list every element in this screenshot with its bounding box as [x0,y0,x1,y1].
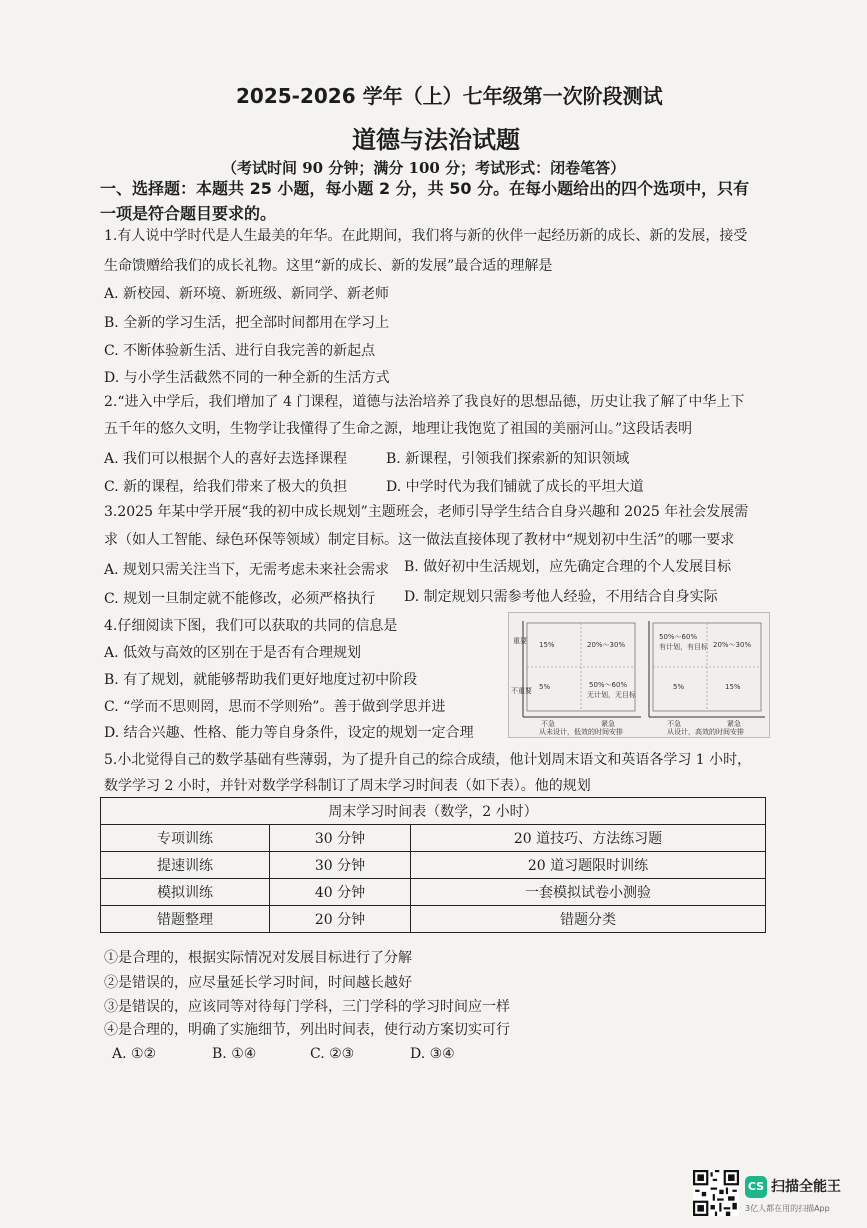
q1-option-d: D. 与小学生活截然不同的一种全新的生活方式 [104,370,390,386]
section1-instruction-line2: 一项是符合题目要求的。 [100,204,277,223]
table-cell-content: 错题分类 [411,906,766,933]
qr-code-icon [693,1170,739,1216]
right-x-left: 不急 [667,720,681,728]
q4-option-d: D. 结合兴趣、性格、能力等自身条件，设定的规划一定合理 [104,725,474,741]
right-q-tl: 50%～60% [659,633,698,641]
q5-option-b: B. ①④ [212,1046,257,1062]
q3-option-c: C. 规划一旦制定就不能修改，必须严格执行 [104,591,376,607]
q1-stem-line1: 1.有人说中学时代是人生最美的年华。在此期间，我们将与新的伙伴一起经历新的成长、新的发展，接受 [104,228,748,244]
table-row [101,906,766,933]
scanner-watermark [693,1170,853,1220]
table-cell-content: 一套模拟试卷小测验 [411,879,766,906]
left-q-bl: 5% [539,683,551,691]
q2-stem-line2: 五千年的悠久文明，生物学让我懂得了生命之源，地理让我饱览了祖国的美丽河山。”这段话表明 [104,421,693,437]
q5-statement-4: ④是合理的，明确了实施细节，列出时间表，使行动方案切实可行 [104,1022,510,1038]
q2-option-d: D. 中学时代为我们铺就了成长的平坦大道 [386,479,644,495]
table-cell-item: 提速训练 [101,852,270,879]
q1-stem-line2: 生命馈赠给我们的成长礼物。这里“新的成长、新的发展”最合适的理解是 [104,258,553,274]
brand-name: 扫描全能王 [771,1179,841,1195]
right-q-br: 15% [725,683,741,691]
q2-option-c: C. 新的课程，给我们带来了极大的负担 [104,479,348,495]
table-cell-item: 专项训练 [101,825,270,852]
camscanner-logo-icon: CS [745,1176,767,1198]
q5-option-a: A. ①② [112,1046,157,1062]
right-q-tr: 20%～30% [713,641,752,649]
left-q-br-note: 无计划，无目标 [587,691,636,699]
table-title: 周末学习时间表（数学，2 小时） [101,798,766,825]
table-cell-item: 模拟训练 [101,879,270,906]
q5-stem-line2: 数学学习 2 小时，并针对数学学科制订了周末学习时间表（如下表）。他的规划 [104,778,591,794]
table-row [101,825,766,852]
left-x-left: 不急 [541,720,555,728]
q5-option-d: D. ③④ [410,1046,455,1062]
q4-option-b: B. 有了规划，就能够帮助我们更好地度过初中阶段 [104,672,418,688]
table-cell-content: 20 道习题限时训练 [411,852,766,879]
table-cell-time: 30 分钟 [270,825,411,852]
right-q-tl-note: 有计划，有目标 [659,643,708,651]
q1-option-c: C. 不断体验新生活、进行自我完善的新起点 [104,343,376,359]
right-x-right: 紧急 [727,720,741,728]
q5-stem-line1: 5.小北觉得自己的数学基础有些薄弱，为了提升自己的综合成绩，他计划周末语文和英语各学习 1 小时， [104,752,752,768]
left-ylabel-bottom: 不重要 [511,687,532,695]
q4-option-c: C. “学而不思则罔，思而不学则殆”。善于做到学思并进 [104,699,446,715]
q1-option-b: B. 全新的学习生活，把全部时间都用在学习上 [104,315,390,331]
q4-option-a: A. 低效与高效的区别在于是否有合理规划 [104,645,362,661]
q2-option-b: B. 新课程，引领我们探索新的知识领域 [386,451,630,467]
exam-title: 2025-2026 学年（上）七年级第一次阶段测试 [236,84,663,108]
q3-option-a: A. 规划只需关注当下，无需考虑未来社会需求 [104,562,390,578]
table-row [101,852,766,879]
q2-stem-line1: 2.“进入中学后，我们增加了 4 门课程，道德与法治培养了我良好的思想品德，历史让我了解了中华上下 [104,394,745,410]
table-cell-content: 20 道技巧、方法练习题 [411,825,766,852]
q5-statement-1: ①是合理的，根据实际情况对发展目标进行了分解 [104,950,412,966]
q5-statement-3: ③是错误的，应该同等对待每门学科，三门学科的学习时间应一样 [104,999,510,1015]
left-q-tl: 15% [539,641,555,649]
exam-info: （考试时间 90 分钟；满分 100 分；考试形式：闭卷笔答） [222,159,626,177]
table-cell-time: 40 分钟 [270,879,411,906]
table-cell-item: 错题整理 [101,906,270,933]
right-q-bl: 5% [673,683,685,691]
q4-stem: 4.仔细阅读下图，我们可以获取的共同的信息是 [104,618,398,634]
table-row [101,879,766,906]
brand-slogan: 3亿人都在用的扫描App [745,1204,830,1213]
q3-stem-line1: 3.2025 年某中学开展“我的初中成长规划”主题班会，老师引导学生结合自身兴趣和 2025 年社会发展需 [104,504,749,520]
left-q-br: 50%～60% [589,681,628,689]
exam-subtitle: 道德与法治试题 [352,126,520,154]
left-ylabel-top: 重要 [513,637,527,645]
q3-stem-line2: 求（如人工智能、绿色环保等领域）制定目标。这一做法直接体现了教材中“规划初中生活”的哪一要求 [104,532,735,548]
left-x-right: 紧急 [601,720,615,728]
time-quadrant-diagram [509,613,769,737]
table-cell-time: 20 分钟 [270,906,411,933]
q3-option-d: D. 制定规划只需参考他人经验，不用结合自身实际 [404,589,718,605]
left-q-tr: 20%～30% [587,641,626,649]
right-caption: 从设计，高效的时间安排 [667,728,744,736]
section1-instruction-line1: 一、选择题：本题共 25 小题，每小题 2 分，共 50 分。在每小题给出的四个选项中，只有 [100,179,750,198]
q5-option-c: C. ②③ [310,1046,355,1062]
q3-option-b: B. 做好初中生活规划，应先确定合理的个人发展目标 [404,559,732,575]
table-cell-time: 30 分钟 [270,852,411,879]
q2-option-a: A. 我们可以根据个人的喜好去选择课程 [104,451,348,467]
q1-option-a: A. 新校园、新环境、新班级、新同学、新老师 [104,286,390,302]
time-management-figure [508,612,770,738]
q5-statement-2: ②是错误的，应尽量延长学习时间，时间越长越好 [104,975,412,991]
left-caption: 从未设计，低效的时间安排 [539,728,623,736]
weekly-study-table [100,797,766,933]
